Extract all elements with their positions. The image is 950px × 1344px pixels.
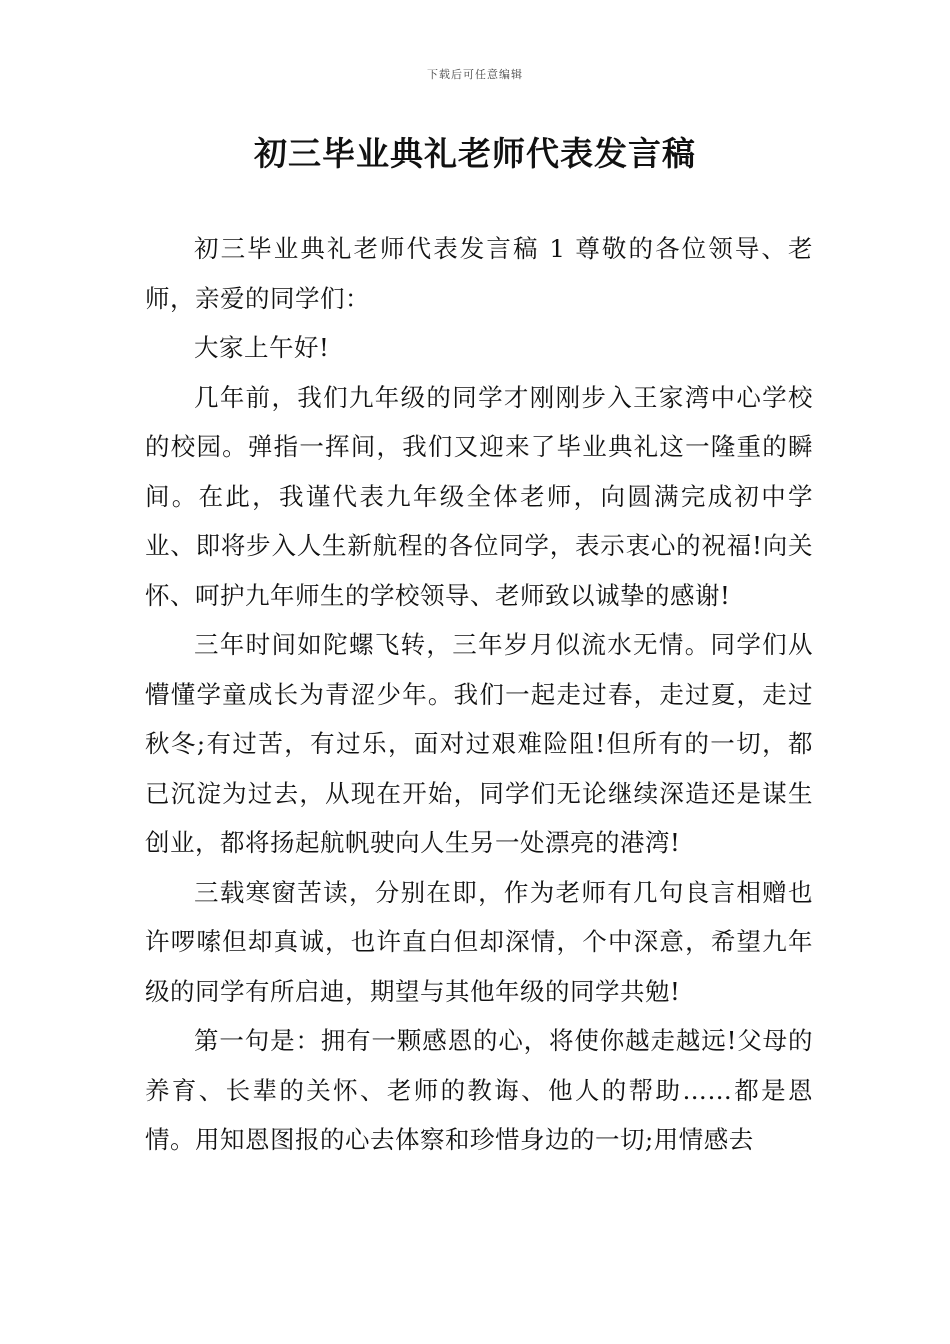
header-note: 下载后可任意编辑 — [427, 68, 523, 81]
paragraph-first-advice: 第一句是：拥有一颗感恩的心，将使你越走越远!父母的养育、长辈的关怀、老师的教诲、他人的帮助……都是恩情。用知恩图报的心去体察和珍惜身边的一切;用情感去 — [145, 1026, 813, 1154]
paragraph-greeting: 初三毕业典礼老师代表发言稿 1 尊敬的各位领导、老师，亲爱的同学们： — [145, 234, 813, 313]
paragraph-advice-intro: 三载寒窗苦读，分别在即，作为老师有几句良言相赠也许啰嗦但却真诚，也许直白但却深情，个中深意，希望九年级的同学有所启迪，期望与其他年级的同学共勉! — [145, 877, 813, 1006]
document-title: 初三毕业典礼老师代表发言稿 — [254, 134, 696, 173]
paragraph-salutation: 大家上午好! — [194, 333, 330, 362]
paragraph-three-years: 三年时间如陀螺飞转，三年岁月似流水无情。同学们从懵懂学童成长为青涩少年。我们一起走过春，走过夏，走过秋冬;有过苦，有过乐，面对过艰难险阻!但所有的一切，都已沉淀为过去，从现在开始，同学们无论继续深造还是谋生创业，都将扬起航帆驶向人生另一处漂亮的港湾! — [145, 630, 813, 857]
document-body — [145, 224, 813, 1165]
paragraph-intro: 几年前，我们九年级的同学才刚刚步入王家湾中心学校的校园。弹指一挥间，我们又迎来了毕业典礼这一隆重的瞬间。在此，我谨代表九年级全体老师，向圆满完成初中学业、即将步入人生新航程的各位同学，表示衷心的祝福!向关怀、呵护九年师生的学校领导、老师致以诚挚的感谢! — [145, 382, 813, 610]
